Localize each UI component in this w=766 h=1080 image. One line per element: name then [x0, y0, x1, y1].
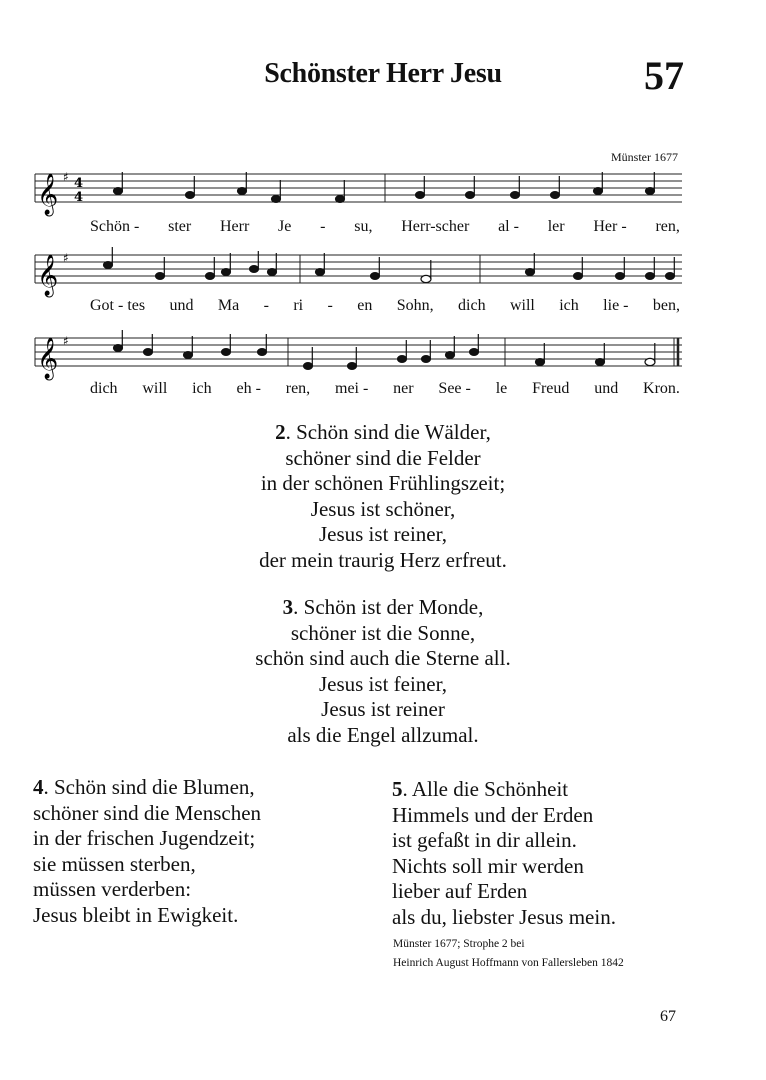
verse-line: schöner sind die Felder: [285, 445, 481, 470]
time-signature-bottom: 4: [74, 190, 84, 205]
note: [258, 349, 267, 356]
note: [551, 192, 560, 199]
verse-line: Himmels und der Erden: [392, 802, 594, 827]
note: [371, 273, 380, 280]
note: [596, 359, 605, 366]
note: [336, 196, 345, 203]
verse-line: schöner sind die Menschen: [33, 800, 262, 825]
verse-line: in der schönen Frühlingszeit;: [260, 471, 506, 495]
note: [222, 269, 231, 276]
note: [416, 192, 425, 199]
verse-3: [0, 595, 766, 748]
note: [466, 192, 475, 199]
verse-line: Jesus ist feiner,: [318, 671, 448, 696]
verse-line: sie müssen sterben,: [33, 851, 196, 876]
lyrics-line-1: Schön - ster Herr Je - su, Herr-scher al - ler Her - ren,: [90, 218, 680, 235]
melody-source: Münster 1677: [611, 150, 678, 164]
verse-line: lieber auf Erden: [392, 879, 528, 903]
note: [186, 192, 195, 199]
note: [398, 356, 407, 363]
note: [114, 345, 123, 352]
note: [646, 273, 655, 280]
note: [144, 349, 153, 356]
hymn-number: 57: [644, 53, 684, 98]
credits: [393, 935, 624, 973]
note: [645, 358, 655, 365]
verse-line: 3. Schön ist der Monde,: [282, 595, 484, 619]
verse-line: Nichts soll mir werden: [392, 853, 584, 878]
note: [250, 266, 259, 273]
note: [616, 273, 625, 280]
music-staff-3: [30, 326, 690, 386]
verse-line: als die Engel allzumal.: [287, 722, 479, 747]
verse-line: der mein traurig Herz erfreut.: [259, 547, 507, 572]
verse-line: Jesus ist schöner,: [310, 496, 456, 521]
note: [511, 192, 520, 199]
verse-line: 2. Schön sind die Wälder,: [275, 420, 491, 444]
note: [348, 363, 357, 370]
verse-line: als du, liebster Jesus mein.: [392, 904, 616, 929]
verse-line: 5. Alle die Schönheit: [392, 777, 569, 801]
verse-line: Jesus bleibt in Ewigkeit.: [33, 902, 239, 927]
note: [646, 188, 655, 195]
verse-line: 4. Schön sind die Blumen,: [33, 775, 255, 799]
credits-line: Heinrich August Hoffmann von Fallersleben 1842: [393, 957, 624, 969]
verse-line: schön sind auch die Sterne all.: [255, 646, 511, 670]
note: [574, 273, 583, 280]
note: [446, 352, 455, 359]
note: [184, 352, 193, 359]
lyrics-line-2: Got - tes und Ma - ri - en Sohn, dich will ich lie - ben,: [90, 297, 680, 314]
music-staff-2: [30, 243, 690, 303]
note: [156, 273, 165, 280]
note: [526, 269, 535, 276]
verse-4: [33, 775, 261, 928]
time-signature-top: 4: [74, 176, 84, 191]
verse-line: müssen verderben:: [33, 877, 192, 901]
note: [272, 196, 281, 203]
sharp-icon: ♯: [63, 251, 69, 265]
note: [268, 269, 277, 276]
verse-5: [392, 777, 616, 930]
verse-line: schöner ist die Sonne,: [290, 620, 476, 645]
sharp-icon: ♯: [63, 170, 69, 184]
verse-line: Jesus ist reiner: [321, 697, 445, 721]
music-staff-1: [30, 162, 690, 222]
verse-line: Jesus ist reiner,: [318, 522, 448, 546]
treble-clef-icon: 𝄞: [37, 174, 59, 215]
verse-line: in der frischen Jugendzeit;: [33, 826, 256, 850]
lyrics-line-3: dich will ich eh - ren, mei - ner See - le Freud und Kron.: [90, 380, 680, 397]
treble-clef-icon: 𝄞: [37, 338, 59, 379]
note: [536, 359, 545, 366]
sharp-icon: ♯: [63, 334, 69, 348]
note: [594, 188, 603, 195]
note: [304, 363, 313, 370]
hymn-title: Schönster Herr Jesu: [264, 58, 502, 89]
note: [114, 188, 123, 195]
note: [104, 262, 113, 269]
note: [222, 349, 231, 356]
note: [206, 273, 215, 280]
note: [470, 349, 479, 356]
note: [421, 275, 431, 282]
note: [238, 188, 247, 195]
note: [316, 269, 325, 276]
verse-line: ist gefaßt in dir allein.: [392, 828, 577, 852]
treble-clef-icon: 𝄞: [37, 255, 59, 296]
verse-2: [0, 420, 766, 573]
credits-line: Münster 1677; Strophe 2 bei: [393, 938, 525, 950]
page-number: 67: [660, 1008, 676, 1025]
note: [666, 273, 675, 280]
note: [422, 356, 431, 363]
